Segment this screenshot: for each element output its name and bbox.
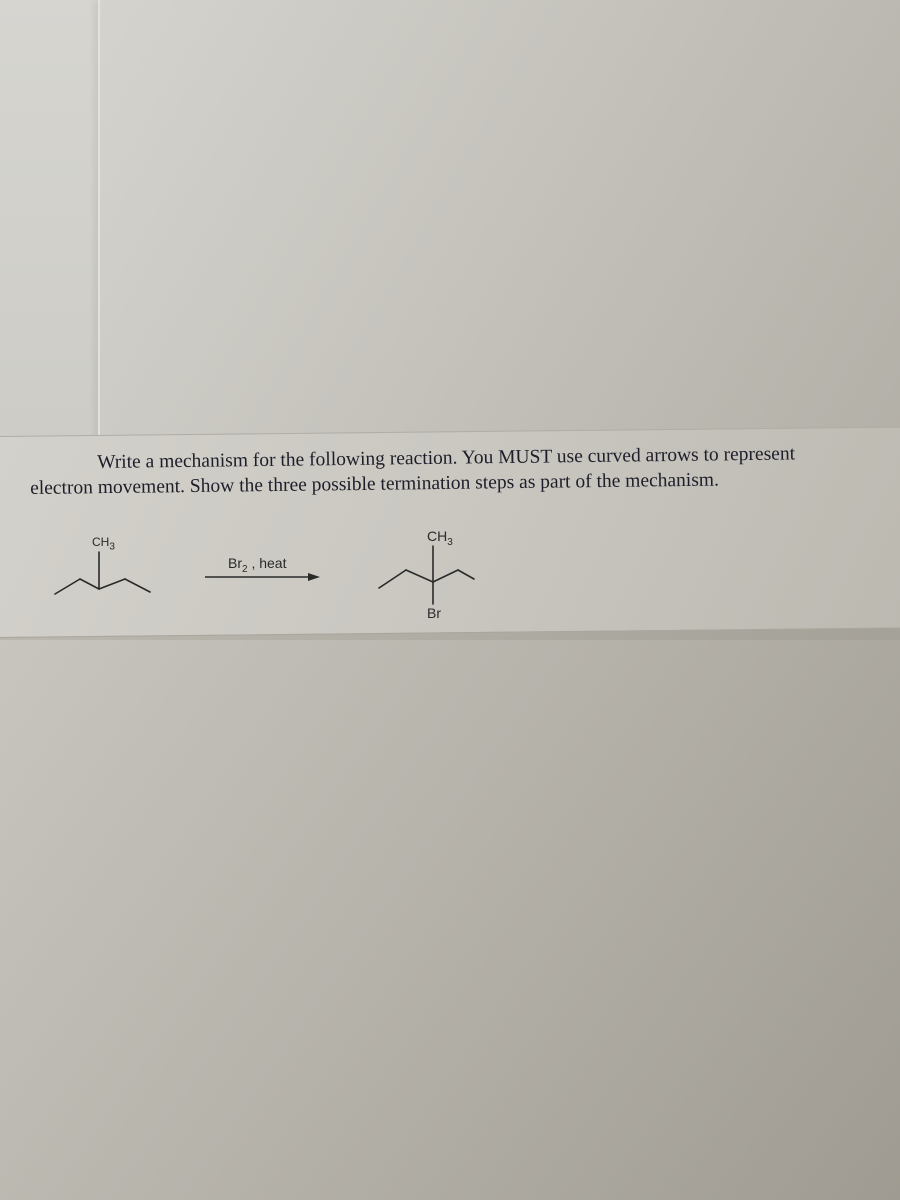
product-methyl-label: $CH_3$: [427, 528, 453, 548]
question-text-line-1: Write a mechanism for the following reaction. You MUST use curved arrows to represent: [97, 443, 796, 473]
reactant-methyl-label: $CH_3$: [92, 535, 115, 553]
product-skeletal-structure: [379, 546, 474, 604]
product-bromine-label: Br: [427, 605, 441, 621]
reagent-label: $Br_2$ , heat: [228, 555, 287, 575]
question-text-line-2: electron movement. Show the three possible termination steps as part of the mechanism.: [30, 469, 720, 499]
reactant-skeletal-structure: [55, 552, 150, 594]
